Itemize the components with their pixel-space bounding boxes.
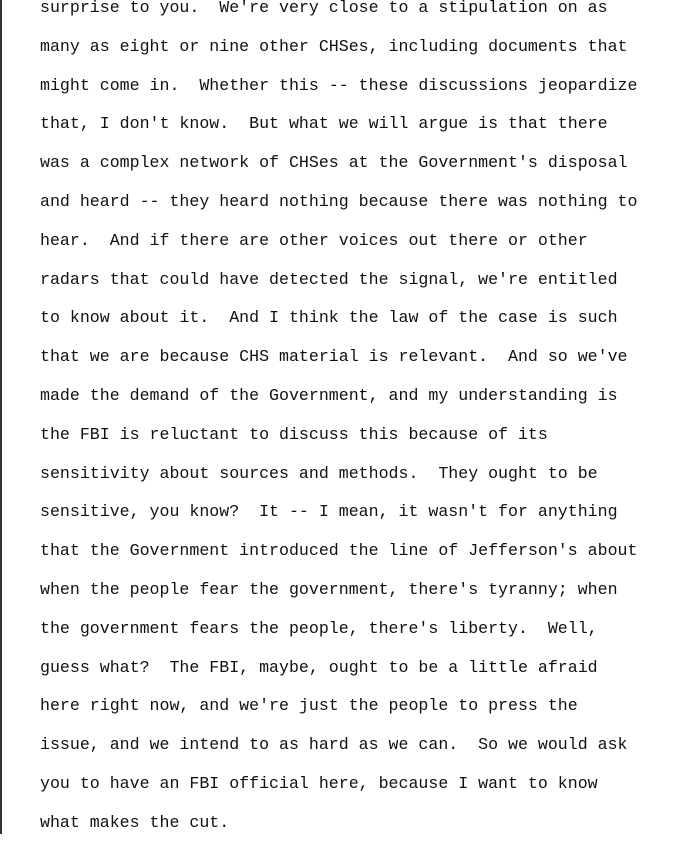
transcript-line: issue, and we intend to as hard as we can. So we would ask — [40, 735, 628, 755]
transcript-line: might come in. Whether this -- these discussions jeopardize — [40, 75, 638, 95]
transcript-line: sensitivity about sources and methods. They ought to be — [40, 463, 598, 483]
transcript-line: surprise to you. We're very close to a stipulation on as — [40, 0, 608, 17]
transcript-line: that we are because CHS material is relevant. And so we've — [40, 347, 628, 367]
transcript-line: made the demand of the Government, and my understanding is — [40, 385, 618, 405]
transcript-line: and heard -- they heard nothing because there was nothing to — [40, 191, 638, 211]
transcript-line: when the people fear the government, there's tyranny; when — [40, 579, 618, 599]
transcript-line: the government fears the people, there's liberty. Well, — [40, 618, 598, 638]
transcript-line: what makes the cut. — [40, 812, 230, 832]
transcript-line: sensitive, you know? It -- I mean, it wasn't for anything — [40, 502, 618, 522]
transcript-line: that, I don't know. But what we will argue is that there — [40, 114, 608, 134]
transcript-line: the FBI is reluctant to discuss this because of its — [40, 424, 548, 444]
transcript-line: guess what? The FBI, maybe, ought to be a little afraid — [40, 657, 598, 677]
margin-rule — [0, 0, 2, 834]
transcript-line: many as eight or nine other CHSes, including documents that — [40, 36, 628, 56]
transcript-line: to know about it. And I think the law of the case is such — [40, 308, 618, 328]
transcript-line: here right now, and we're just the people to press the — [40, 696, 578, 716]
transcript-line: radars that could have detected the signal, we're entitled — [40, 269, 618, 289]
transcript-line: that the Government introduced the line of Jefferson's about — [40, 541, 638, 561]
transcript-line: you to have an FBI official here, because I want to know — [40, 773, 598, 793]
transcript-line: hear. And if there are other voices out there or other — [40, 230, 588, 250]
transcript-line: was a complex network of CHSes at the Government's disposal — [40, 153, 628, 173]
transcript-body — [40, 0, 637, 843]
